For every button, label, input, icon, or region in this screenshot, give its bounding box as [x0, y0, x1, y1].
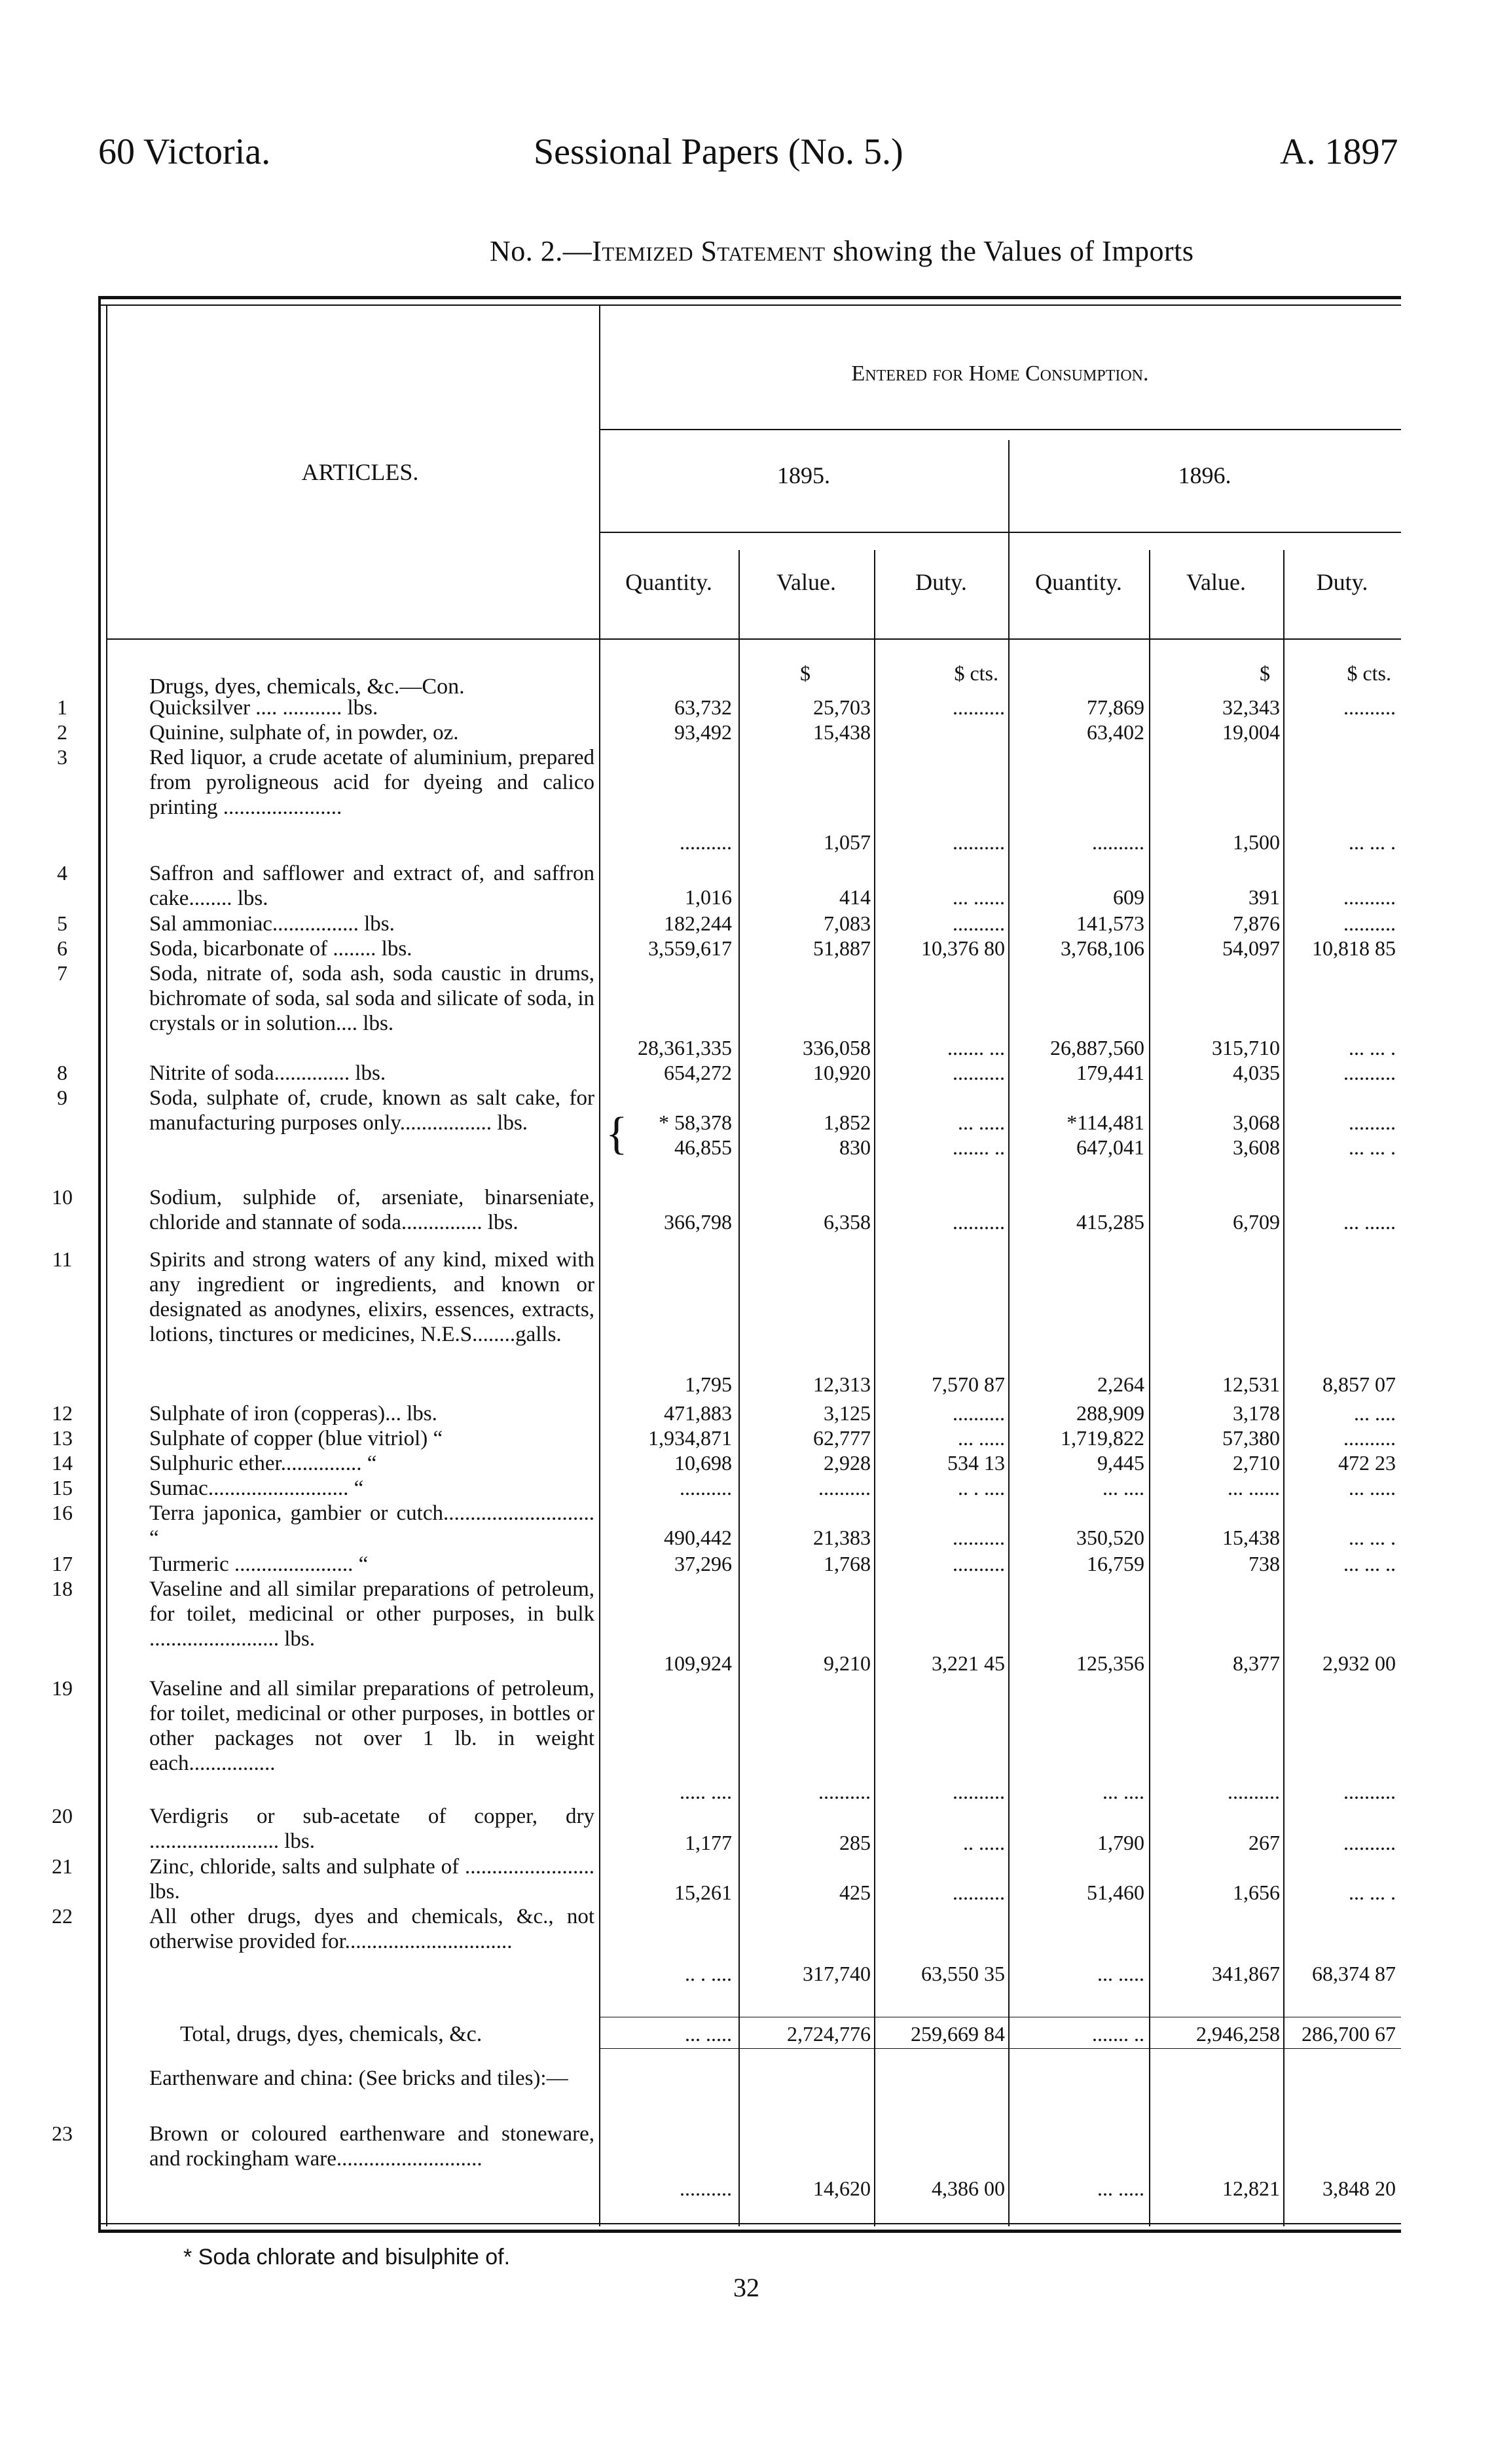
- col-value-1895: Value.: [776, 569, 836, 595]
- cell-v1: 317,740: [803, 1962, 871, 1985]
- cell-q1: * 58,378: [659, 1111, 732, 1134]
- cell-d2: 3,848 20: [1322, 2177, 1396, 2200]
- cell-v1: 1,768: [824, 1552, 871, 1575]
- unit-duty-1896: $ cts.: [1347, 661, 1391, 685]
- cell-v2: 8,377: [1233, 1651, 1280, 1675]
- cell-q1: 1,177: [685, 1831, 732, 1854]
- cell-v2: 15,438: [1222, 1526, 1280, 1549]
- cell-v2: 32,343: [1222, 695, 1280, 719]
- cell-d1: ..........: [953, 1526, 1005, 1549]
- cell-d2-second: ... ... .: [1349, 1135, 1396, 1159]
- cell-v1: 3,125: [824, 1401, 871, 1425]
- group-header: Entered for Home Consumption.: [851, 361, 1149, 386]
- cell-d1: 4,386 00: [932, 2177, 1005, 2200]
- cell-q1: 10,698: [674, 1451, 732, 1475]
- cell-v2: 12,821: [1222, 2177, 1280, 2200]
- cell-q2: 141,573: [1076, 911, 1144, 935]
- total-q1: ... .....: [685, 2022, 732, 2046]
- row-article: Sulphate of iron (copperas)... lbs.: [149, 1402, 437, 1425]
- cell-v2: ..........: [1228, 1780, 1280, 1803]
- cell-v2: 391: [1248, 885, 1280, 909]
- cell-d1: ..........: [953, 1401, 1005, 1425]
- cell-d2: 8,857 07: [1322, 1372, 1396, 1396]
- col-quantity-1896: Quantity.: [1035, 569, 1122, 595]
- rule-below-total: [599, 2048, 1401, 2049]
- subtitle-prefix: No. 2.—: [490, 235, 592, 267]
- cell-d1: 3,221 45: [932, 1651, 1005, 1675]
- row-number: 23: [52, 2122, 73, 2145]
- cell-q1: 28,361,335: [638, 1036, 732, 1059]
- row-article: Vaseline and all similar preparations of petroleum, for toilet, medicinal or other purposes, in bulk ........................ lbs.: [149, 1577, 594, 1651]
- col-duty-1896: Duty.: [1316, 569, 1368, 595]
- cell-d2: ..........: [1343, 885, 1396, 909]
- cell-q1: 1,795: [685, 1372, 732, 1396]
- cell-q1: 1,934,871: [648, 1426, 732, 1450]
- cell-q1: 3,559,617: [648, 936, 732, 960]
- cell-v2: 19,004: [1222, 720, 1280, 744]
- row-number: 3: [57, 745, 67, 769]
- cell-d2: ..........: [1343, 1426, 1396, 1450]
- cell-q2: ... .....: [1097, 1962, 1144, 1985]
- cell-v1: ..........: [818, 1780, 871, 1803]
- cell-q1: 182,244: [664, 911, 732, 935]
- cell-v1: 414: [839, 885, 871, 909]
- row-number: 8: [57, 1061, 67, 1084]
- cell-d2: 68,374 87: [1312, 1962, 1396, 1985]
- row-article: Soda, bicarbonate of ........ lbs.: [149, 937, 412, 961]
- cell-v1: 9,210: [824, 1651, 871, 1675]
- cell-d2: ... ... .: [1349, 1036, 1396, 1059]
- row-number: 13: [52, 1426, 73, 1450]
- cell-v1: 62,777: [813, 1426, 871, 1450]
- cell-d1: ..........: [953, 1061, 1005, 1084]
- footnote: * Soda chlorate and bisulphite of.: [183, 2245, 511, 2270]
- rule-under-group: [599, 429, 1401, 430]
- row-article: Spirits and strong waters of any kind, mixed with any ingredient or ingredients, and known or designated as anodynes, elixirs, essences, extracts, lotions, tinctures or medicines, N.E.S........galls.: [149, 1248, 594, 1346]
- cell-q1: ..... ....: [680, 1780, 732, 1803]
- subtitle-suffix: showing the Values of Imports: [825, 235, 1194, 267]
- cell-v1: 2,928: [824, 1451, 871, 1475]
- cell-v2: 54,097: [1222, 936, 1280, 960]
- row-number: 22: [52, 1904, 73, 1928]
- total-q2: ....... ..: [1092, 2022, 1144, 2046]
- row-number: 4: [57, 861, 67, 885]
- bottom-rule-thin: [98, 2223, 1401, 2224]
- row-article: Quicksilver .... ........... lbs.: [149, 696, 378, 720]
- cell-v2-second: 3,608: [1233, 1135, 1280, 1159]
- cell-q1: 93,492: [674, 720, 732, 744]
- cell-q2: 609: [1113, 885, 1144, 909]
- cell-v1: 6,358: [824, 1210, 871, 1234]
- header-right: A. 1897: [1280, 132, 1398, 172]
- cell-q1: 109,924: [664, 1651, 732, 1675]
- row-number: 11: [52, 1247, 73, 1271]
- cell-q2-second: 647,041: [1076, 1135, 1144, 1159]
- row-article: Turmeric ...................... “: [149, 1553, 369, 1576]
- cell-q2: 1,719,822: [1061, 1426, 1144, 1450]
- cell-d1: ..........: [953, 1552, 1005, 1575]
- row-article: Sodium, sulphide of, arseniate, binarseniate, chloride and stannate of soda............... lbs.: [149, 1186, 594, 1234]
- left-border-outer: [98, 296, 101, 2233]
- cell-d1: 63,550 35: [921, 1962, 1005, 1985]
- cell-v1: 15,438: [813, 720, 871, 744]
- cell-q2: ..........: [1092, 830, 1144, 854]
- year-1896: 1896.: [1178, 462, 1231, 488]
- cell-q1: 15,261: [674, 1881, 732, 1904]
- total-v1: 2,724,776: [787, 2022, 871, 2046]
- cell-v1: 425: [839, 1881, 871, 1904]
- cell-d1: ..........: [953, 911, 1005, 935]
- cell-q2: ... ....: [1102, 1780, 1144, 1803]
- cell-d2: ..........: [1343, 1061, 1396, 1084]
- row-number: 17: [52, 1552, 73, 1575]
- cell-v1: 21,383: [813, 1526, 871, 1549]
- cell-d1: .. . ....: [958, 1476, 1005, 1499]
- bottom-rule-thick: [98, 2230, 1401, 2233]
- cell-q2: 3,768,106: [1061, 936, 1144, 960]
- cell-d2: ..........: [1343, 695, 1396, 719]
- col-quantity-1895: Quantity.: [625, 569, 712, 595]
- cell-q1: .. . ....: [685, 1962, 732, 1985]
- cell-d1: ... ......: [953, 885, 1005, 909]
- cell-d1: ..........: [953, 1210, 1005, 1234]
- cell-d1: 7,570 87: [932, 1372, 1005, 1396]
- cell-v2: 1,656: [1233, 1881, 1280, 1904]
- cell-d2: .........: [1349, 1111, 1396, 1134]
- row-number: 19: [52, 1676, 73, 1700]
- cell-v1: ..........: [818, 1476, 871, 1499]
- cell-d1: ..........: [953, 1881, 1005, 1904]
- row-number: 20: [52, 1804, 73, 1828]
- cell-v1: 51,887: [813, 936, 871, 960]
- row-number: 9: [57, 1086, 67, 1109]
- total-d1: 259,669 84: [911, 2022, 1005, 2046]
- cell-q1: 1,016: [685, 885, 732, 909]
- row-number: 14: [52, 1451, 73, 1475]
- cell-v1: 14,620: [813, 2177, 871, 2200]
- cell-d2: ... ....: [1354, 1401, 1396, 1425]
- cell-v2: 341,867: [1212, 1962, 1280, 1985]
- cell-d2: ... ......: [1343, 1210, 1396, 1234]
- cell-v2: 12,531: [1222, 1372, 1280, 1396]
- cell-q2: 77,869: [1087, 695, 1144, 719]
- cell-q1: 654,272: [664, 1061, 732, 1084]
- cell-q1: ..........: [680, 830, 732, 854]
- cell-q2: ... ....: [1102, 1476, 1144, 1499]
- cell-q2: 63,402: [1087, 720, 1144, 744]
- row-article: Red liquor, a crude acetate of aluminium, prepared from pyroligneous acid for dyeing and calico printing ......................: [149, 746, 594, 819]
- cell-d1: ... .....: [958, 1426, 1005, 1450]
- row-number: 18: [52, 1577, 73, 1600]
- cell-q1: 366,798: [664, 1210, 732, 1234]
- row-number: 16: [52, 1501, 73, 1524]
- cell-v2: 2,710: [1233, 1451, 1280, 1475]
- cell-v2: 7,876: [1233, 911, 1280, 935]
- cell-d2: 472 23: [1338, 1451, 1396, 1475]
- cell-v1: 10,920: [813, 1061, 871, 1084]
- unit-value-1895: $: [800, 661, 811, 685]
- cell-v2: 6,709: [1233, 1210, 1280, 1234]
- row-number: 12: [52, 1401, 73, 1425]
- cell-d1: ..........: [953, 1780, 1005, 1803]
- col-value-1896: Value.: [1186, 569, 1246, 595]
- cell-q2: 1,790: [1097, 1831, 1144, 1854]
- cell-d2: ..........: [1343, 1831, 1396, 1854]
- cell-d2: ..........: [1343, 1780, 1396, 1803]
- cell-v1: 1,057: [824, 830, 871, 854]
- cell-d2: ... ... .: [1349, 1881, 1396, 1904]
- left-border-inner: [106, 304, 107, 2226]
- cell-q1-second: 46,855: [674, 1135, 732, 1159]
- cell-q2: *114,481: [1066, 1111, 1144, 1134]
- cell-d2: 10,818 85: [1312, 936, 1396, 960]
- cell-v2: 57,380: [1222, 1426, 1280, 1450]
- cell-q1: 490,442: [664, 1526, 732, 1549]
- cell-q1: 63,732: [674, 695, 732, 719]
- cell-q2: 288,909: [1076, 1401, 1144, 1425]
- cell-v2: 1,500: [1233, 830, 1280, 854]
- cell-v1: 336,058: [803, 1036, 871, 1059]
- cell-q2: 51,460: [1087, 1881, 1144, 1904]
- total-d2: 286,700 67: [1302, 2022, 1396, 2046]
- cell-q2: 125,356: [1076, 1651, 1144, 1675]
- row-article: Brown or coloured earthenware and stoneware, and rockingham ware...........................: [149, 2122, 594, 2171]
- cell-d1: ..........: [953, 695, 1005, 719]
- section-title-drugs: Drugs, dyes, chemicals, &c.—Con.: [149, 674, 465, 699]
- total-v2: 2,946,258: [1196, 2022, 1280, 2046]
- cell-q2: 2,264: [1097, 1372, 1144, 1396]
- cell-q2: 179,441: [1076, 1061, 1144, 1084]
- cell-d2: ..........: [1343, 911, 1396, 935]
- cell-v1-second: 830: [839, 1135, 871, 1159]
- row-article: Sulphate of copper (blue vitriol) “: [149, 1427, 443, 1450]
- cell-q1: ..........: [680, 2177, 732, 2200]
- row-number: 10: [52, 1185, 73, 1209]
- col-duty-1895: Duty.: [915, 569, 967, 595]
- cell-q2: 415,285: [1076, 1210, 1144, 1234]
- cell-d1: 534 13: [947, 1451, 1005, 1475]
- row-number: 7: [57, 961, 67, 985]
- row-number: 5: [57, 911, 67, 935]
- row-article: Nitrite of soda.............. lbs.: [149, 1061, 386, 1085]
- cell-q1: ..........: [680, 1476, 732, 1499]
- subtitle-caps: Itemized Statement: [592, 235, 826, 267]
- rule-under-header: [106, 638, 1401, 640]
- cell-v1: 25,703: [813, 695, 871, 719]
- cell-v2: 3,068: [1233, 1111, 1280, 1134]
- row-number: 21: [52, 1854, 73, 1878]
- row-number: 6: [57, 936, 67, 960]
- cell-q2: 26,887,560: [1050, 1036, 1144, 1059]
- cell-v1: 285: [839, 1831, 871, 1854]
- row-article: Verdigris or sub-acetate of copper, dry ........................ lbs.: [149, 1805, 594, 1853]
- row-article: Zinc, chloride, salts and sulphate of ........................ lbs.: [149, 1855, 594, 1903]
- row-article: Soda, nitrate of, soda ash, soda caustic in drums, bichromate of soda, sal soda and silicate of soda, in crystals or in solution.... lbs.: [149, 962, 594, 1035]
- row-number: 15: [52, 1476, 73, 1499]
- top-rule-thin: [98, 304, 1401, 306]
- cell-v1: 12,313: [813, 1372, 871, 1396]
- unit-duty-1895: $ cts.: [954, 661, 998, 685]
- row-article: Saffron and safflower and extract of, and saffron cake........ lbs.: [149, 862, 594, 910]
- cell-q1: 471,883: [664, 1401, 732, 1425]
- cell-d1: ... .....: [958, 1111, 1005, 1134]
- cell-q2: 350,520: [1076, 1526, 1144, 1549]
- cell-d1: ....... ...: [947, 1036, 1005, 1059]
- cell-q2: ... .....: [1097, 2177, 1144, 2200]
- cell-v2: 4,035: [1233, 1061, 1280, 1084]
- cell-d2: ... ... ..: [1343, 1552, 1396, 1575]
- total-label: Total, drugs, dyes, chemicals, &c.: [180, 2022, 483, 2046]
- cell-d2: ... ... .: [1349, 1526, 1396, 1549]
- section-title-earthenware: Earthenware and china: (See bricks and tiles):—: [149, 2067, 568, 2090]
- cell-q2: 16,759: [1087, 1552, 1144, 1575]
- cell-d1: 10,376 80: [921, 936, 1005, 960]
- cell-d1-second: ....... ..: [953, 1135, 1005, 1159]
- row-article: Terra japonica, gambier or cutch............................ “: [149, 1501, 594, 1550]
- header-center: Sessional Papers (No. 5.): [534, 132, 903, 172]
- header-left: 60 Victoria.: [98, 132, 271, 172]
- cell-v2: 267: [1248, 1831, 1280, 1854]
- row-article: Quinine, sulphate of, in powder, oz.: [149, 721, 459, 745]
- col-div-year: [1008, 440, 1010, 2226]
- cell-q2: 9,445: [1097, 1451, 1144, 1475]
- row-number: 2: [57, 720, 67, 744]
- cell-q1: 37,296: [674, 1552, 732, 1575]
- cell-d2: ... .....: [1349, 1476, 1396, 1499]
- unit-value-1896: $: [1260, 661, 1270, 685]
- row-article: Vaseline and all similar preparations of petroleum, for toilet, medicinal or other purposes, in bottles or other packages not over 1 lb. in weight each................: [149, 1677, 594, 1775]
- table-subtitle: [490, 234, 1193, 268]
- cell-v2: ... ......: [1228, 1476, 1280, 1499]
- rule-under-years: [599, 532, 1401, 533]
- cell-v2: 3,178: [1233, 1401, 1280, 1425]
- row-article: Sulphuric ether............... “: [149, 1452, 377, 1475]
- cell-d2: 2,932 00: [1322, 1651, 1396, 1675]
- top-rule-thick: [98, 296, 1401, 299]
- row-article: All other drugs, dyes and chemicals, &c., not otherwise provided for...............................: [149, 1905, 594, 1953]
- cell-d1: ..........: [953, 830, 1005, 854]
- page-number: 32: [733, 2273, 759, 2302]
- cell-v1: 7,083: [824, 911, 871, 935]
- row-article: Soda, sulphate of, crude, known as salt cake, for manufacturing purposes only................. lbs.: [149, 1086, 594, 1135]
- cell-v1: 1,852: [824, 1111, 871, 1134]
- row-article: Sumac.......................... “: [149, 1477, 364, 1500]
- cell-v2: 315,710: [1212, 1036, 1280, 1059]
- row-number: 1: [57, 695, 67, 719]
- year-1895: 1895.: [777, 462, 830, 488]
- brace-mark: {: [606, 1109, 628, 1159]
- row-article: Sal ammoniac................ lbs.: [149, 912, 395, 936]
- articles-header: ARTICLES.: [301, 459, 419, 485]
- cell-d2: ... ... .: [1349, 830, 1396, 854]
- cell-d1: .. .....: [963, 1831, 1005, 1854]
- cell-v2: 738: [1248, 1552, 1280, 1575]
